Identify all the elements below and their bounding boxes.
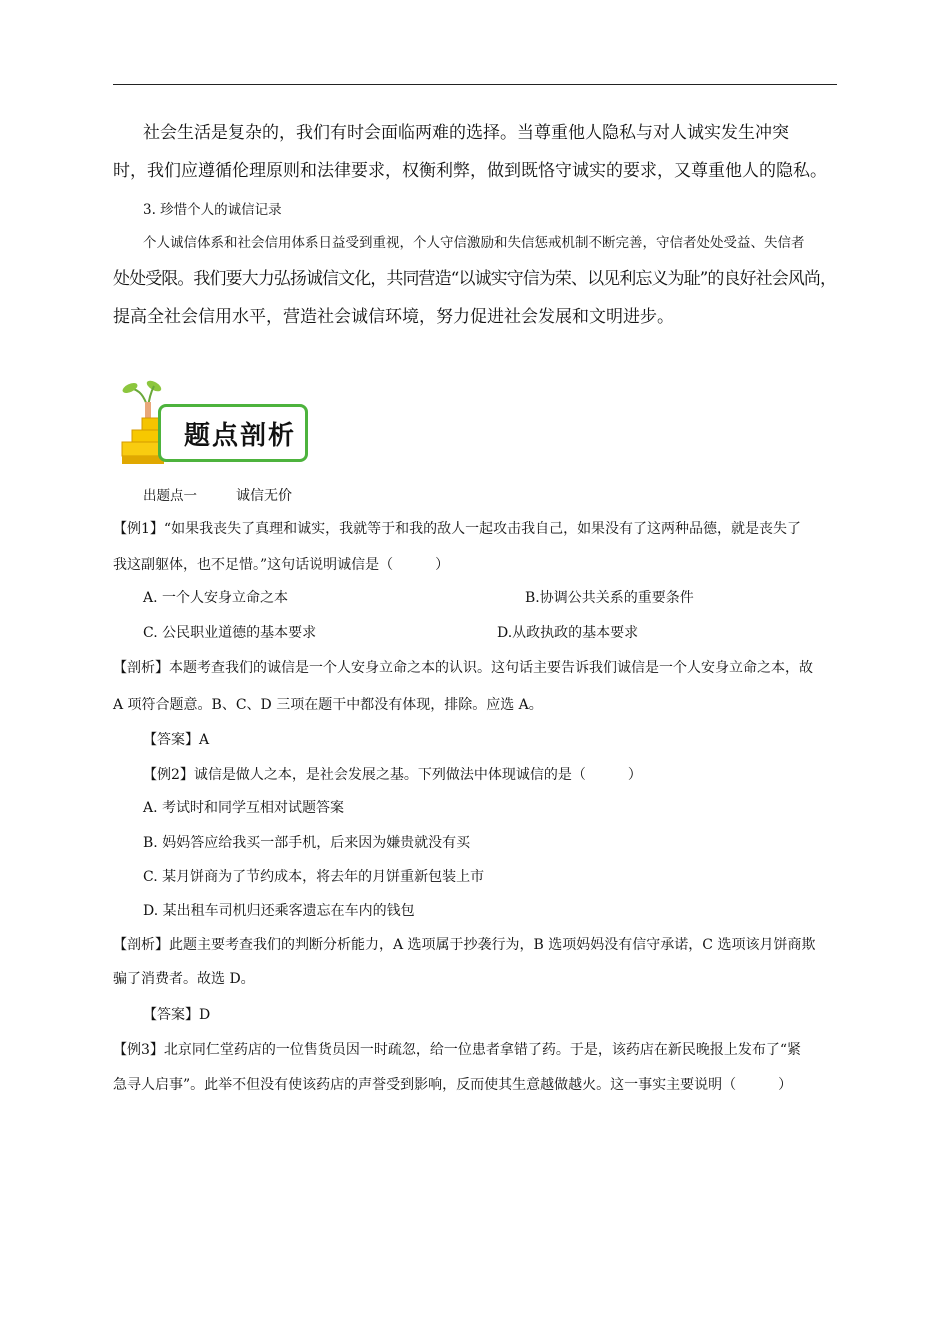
example-3-question-line-1: 【例3】北京同仁堂药店的一位售货员因一时疏忽，给一位患者拿错了药。于是，该药店在新民晚报上发布了“紧 [113,1042,802,1058]
banner-title: 题点剖析 [183,420,296,451]
topic-label: 出题点一 [143,488,197,504]
example-2-option-a: A. 考试时和同学互相对试题答案 [143,800,345,816]
header-rule [113,84,837,85]
example-1-question-line-1: 【例1】“如果我丧失了真理和诚实，我就等于和我的敌人一起攻击我自己，如果没有了这两种品德，就是丧失了 [113,521,802,537]
example-1-analysis-line-1: 【剖析】本题考查我们的诚信是一个人安身立命之本的认识。这句话主要告诉我们诚信是一个人安身立命之本，故 [113,660,813,676]
example-2-question: 【例2】诚信是做人之本，是社会发展之基。下列做法中体现诚信的是（ ） [143,767,642,783]
example-2-option-b: B. 妈妈答应给我买一部手机，后来因为嫌贵就没有买 [143,835,471,851]
intro-paragraph-2-line-3: 提高全社会信用水平，营造社会诚信环境，努力促进社会发展和文明进步。 [113,307,674,327]
example-3-question-line-2: 急寻人启事”。此举不但没有使该药店的声誉受到影响，反而使其生意越做越火。这一事实主要说明（ ） [113,1077,793,1093]
intro-paragraph-2-line-1: 个人诚信体系和社会信用体系日益受到重视，个人守信激励和失信惩戒机制不断完善，守信者处处受益、失信者 [143,235,805,251]
example-1-option-b: B.协调公共关系的重要条件 [525,590,694,606]
example-2-answer: 【答案】D [143,1007,211,1023]
example-1-answer: 【答案】A [143,732,210,748]
section-banner [118,378,310,468]
section-heading-3: 3. 珍惜个人的诚信记录 [143,202,282,218]
example-1-option-d: D.从政执政的基本要求 [497,625,639,641]
example-1-option-c: C. 公民职业道德的基本要求 [143,625,317,641]
example-2-option-d: D. 某出租车司机归还乘客遗忘在车内的钱包 [143,903,415,919]
intro-paragraph-1-line-1: 社会生活是复杂的，我们有时会面临两难的选择。当尊重他人隐私与对人诚实发生冲突 [143,123,789,143]
example-1-question-line-2: 我这副躯体，也不足惜。”这句话说明诚信是（ ） [113,557,450,573]
example-2-option-c: C. 某月饼商为了节约成本，将去年的月饼重新包装上市 [143,869,485,885]
example-2-analysis-line-1: 【剖析】此题主要考查我们的判断分析能力，A 选项属于抄袭行为，B 选项妈妈没有信守承诺，C 选项该月饼商欺 [113,937,816,953]
example-1-option-a: A. 一个人安身立命之本 [143,590,289,606]
intro-paragraph-2-line-2: 处处受限。我们要大力弘扬诚信文化，共同营造“以诚实守信为荣、以见利忘义为耻”的良好社会风尚， [113,269,837,289]
topic-name: 诚信无价 [236,488,292,504]
example-1-analysis-line-2: A 项符合题意。B、C、D 三项在题干中都没有体现，排除。应选 A。 [113,697,543,713]
example-2-analysis-line-2: 骗了消费者。故选 D。 [113,971,255,987]
banner-title-box [158,404,308,462]
intro-paragraph-1-line-2: 时，我们应遵循伦理原则和法律要求，权衡利弊，做到既恪守诚实的要求，又尊重他人的隐私。 [113,161,827,181]
